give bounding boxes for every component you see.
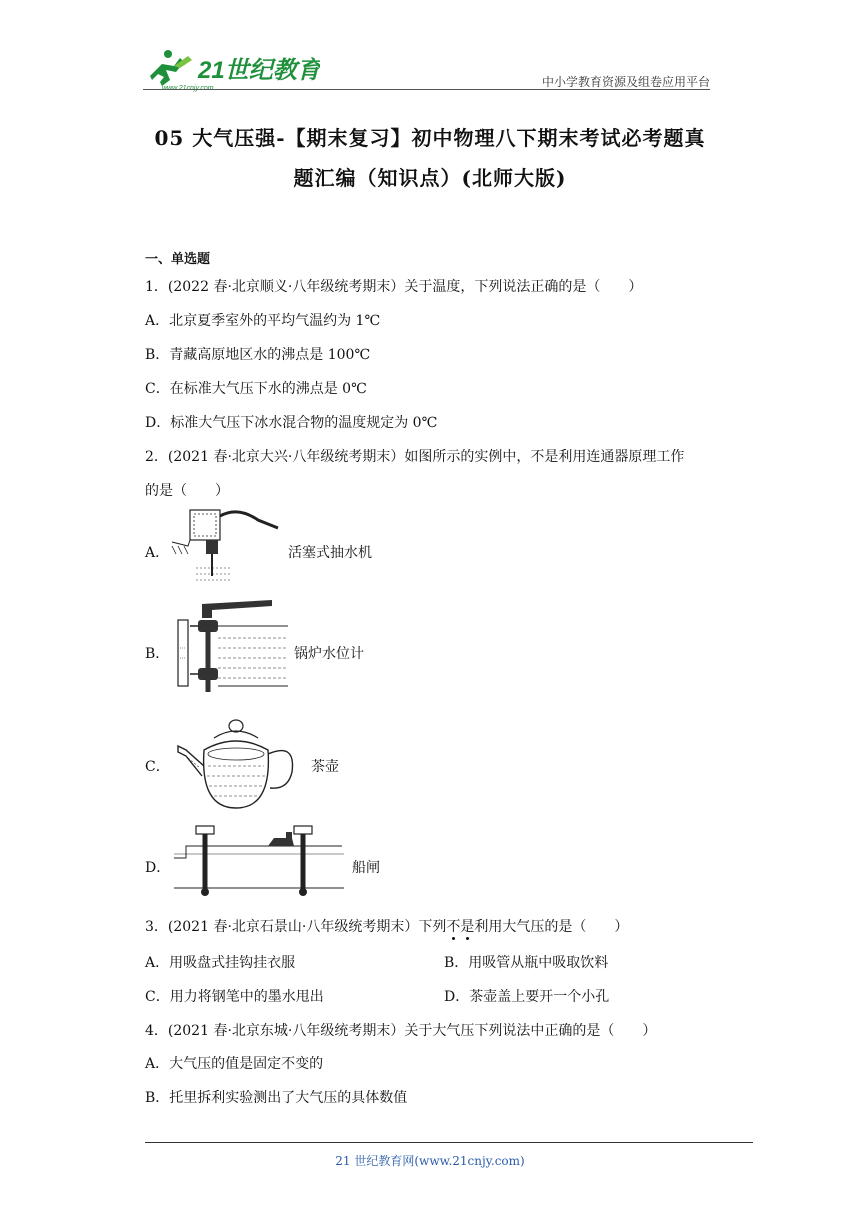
footer-text[interactable]: 21 世纪教育网(www.21cnjy.com) — [335, 1154, 525, 1168]
q2-option-c-text: 茶壶 — [311, 759, 339, 775]
q1-option-c: C．在标准大气压下水的沸点是 0℃ — [145, 381, 367, 397]
doc-title-line2: 题汇编（知识点）(北师大版) — [293, 166, 567, 190]
site-logo — [140, 46, 320, 92]
q3-stem-pre: 3．(2021 春·北京石景山·八年级统考期末）下列 — [145, 919, 447, 935]
q2-option-c-letter: C． — [145, 759, 170, 775]
footer-divider — [145, 1142, 753, 1143]
q2-option-a-text: 活塞式抽水机 — [288, 545, 372, 561]
q1-option-d: D．标准大气压下冰水混合物的温度规定为 0℃ — [145, 415, 438, 431]
q2-option-a-letter: A． — [145, 545, 170, 561]
logo-text: 21世纪教育 — [198, 57, 320, 84]
q3-option-d: D．茶壶盖上要开一个小孔 — [444, 989, 610, 1005]
boiler-gauge-figure — [172, 598, 290, 696]
section-heading: 一、单选题 — [145, 252, 211, 267]
q3-option-b: B．用吸管从瓶中吸取饮料 — [444, 955, 609, 971]
teapot-figure — [174, 716, 298, 812]
q4-option-b: B．托里拆利实验测出了大气压的具体数值 — [145, 1090, 408, 1106]
q3-option-c: C．用力将钢笔中的墨水甩出 — [145, 989, 324, 1005]
q3-stem-post: 利用大气压的是（ ） — [474, 919, 629, 935]
q2-option-b-letter: B． — [145, 646, 170, 662]
q4-option-a: A．大气压的值是固定不变的 — [145, 1056, 324, 1072]
doc-title-line1: 05 大气压强-【期末复习】初中物理八下期末考试必考题真 — [154, 126, 706, 150]
q2-stem-1: 2．(2021 春·北京大兴·八年级统考期末）如图所示的实例中，不是利用连通器原理工作 — [145, 449, 685, 465]
q1-option-b: B．青藏高原地区水的沸点是 100℃ — [145, 347, 371, 363]
q2-stem-2: 的是（ ） — [145, 483, 229, 499]
q1-stem: 1．(2022 春·北京顺义·八年级统考期末）关于温度，下列说法正确的是（ ） — [145, 279, 643, 295]
header-divider — [143, 89, 710, 90]
q2-option-b-text: 锅炉水位计 — [294, 646, 364, 662]
ship-lock-figure — [174, 822, 346, 900]
q2-option-d-text: 船闸 — [352, 860, 380, 876]
platform-name: 中小学教育资源及组卷应用平台 — [541, 75, 710, 89]
q1-option-a: A．北京夏季室外的平均气温约为 1℃ — [145, 313, 381, 329]
q2-option-d-letter: D． — [145, 860, 171, 876]
q3-stem-emphasis-2: 是 — [460, 919, 475, 935]
q4-stem: 4．(2021 春·北京东城·八年级统考期末）关于大气压下列说法中正确的是（ ） — [145, 1023, 657, 1039]
q3-option-a: A．用吸盘式挂钩挂衣服 — [145, 955, 296, 971]
q3-stem-emphasis-1: 不 — [446, 919, 461, 935]
piston-pump-figure — [168, 506, 283, 582]
q3-stem — [145, 916, 628, 936]
